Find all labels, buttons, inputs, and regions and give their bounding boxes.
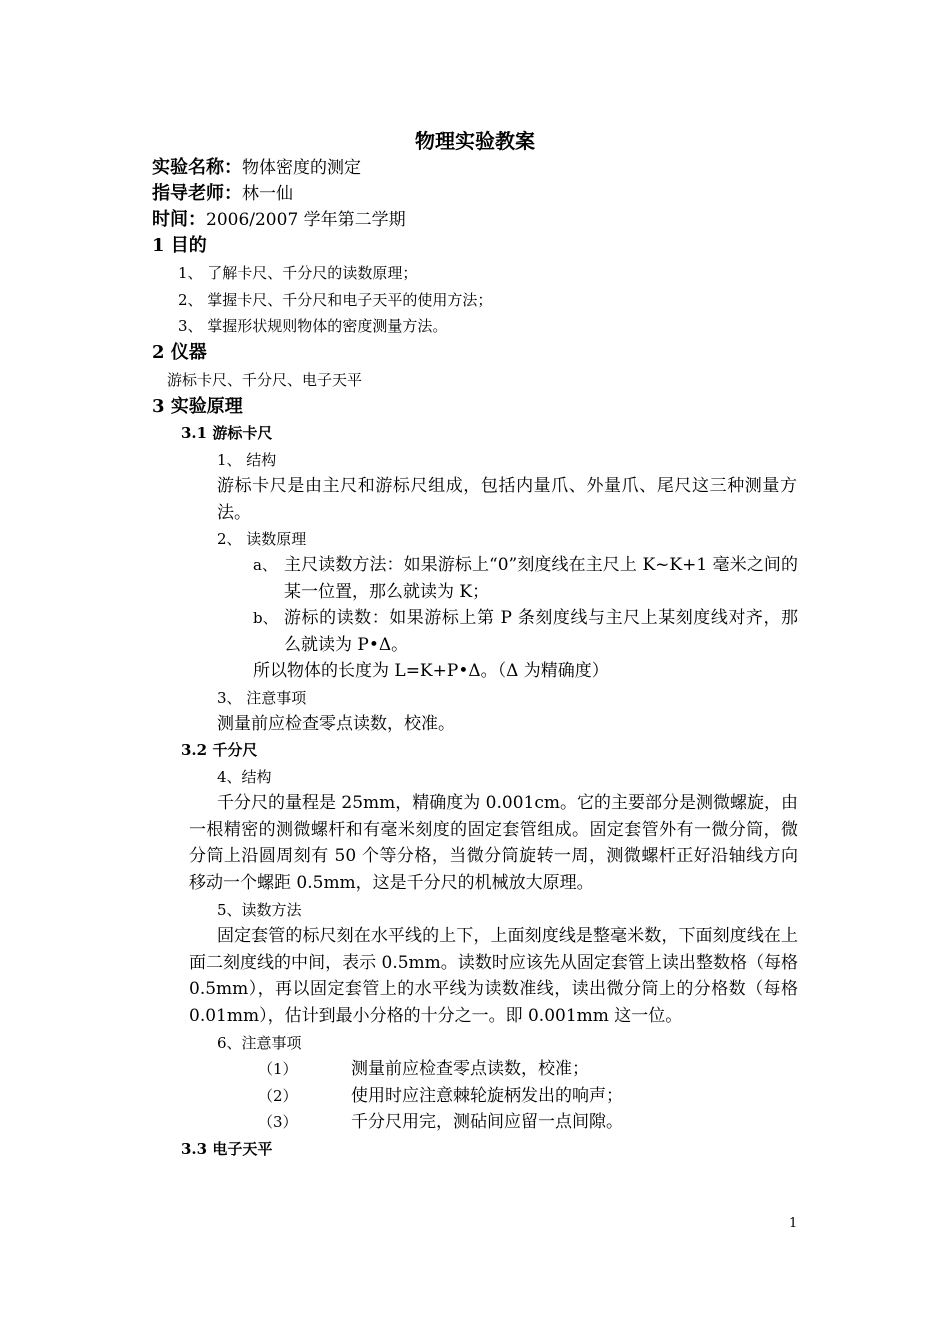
goal-item: 3、 掌握形状规则物体的密度测量方法。 [178,317,448,335]
goal-item: 1、 了解卡尺、千分尺的读数原理； [178,264,418,282]
note-text: 千分尺用完，测砧间应留一点间隙。 [351,1112,623,1132]
teacher [152,181,293,207]
vernier-structure-label: 1、 结构 [217,451,277,469]
subsection-3-1-heading: 3.1 游标卡尺 [181,424,273,442]
teacher-label: 指导老师： [152,183,242,204]
experiment-name-label: 实验名称： [152,157,242,178]
experiment-name-value: 物体密度的测定 [242,158,361,178]
instruments-text: 游标卡尺、千分尺、电子天平 [167,371,363,389]
vernier-structure-text: 游标卡尺是由主尺和游标尺组成，包括内量爪、外量爪、尾尺这三种测量方法。 [217,476,797,523]
note-text: 测量前应检查零点读数，校准； [351,1059,589,1079]
micrometer-reading-label: 5、读数方法 [217,901,302,919]
vernier-reading-label: 2、 读数原理 [217,530,307,548]
section-2-heading: 2 仪器 [152,342,207,363]
subsection-3-2-heading: 3.2 千分尺 [181,741,258,759]
note-number: （1） [258,1060,298,1078]
time [152,207,406,233]
item-a-label: a、 [253,556,277,574]
length-formula: 所以物体的长度为 L=K+P•Δ。（Δ 为精确度） [253,661,609,681]
note-number: （3） [258,1113,298,1131]
micrometer-notes-label: 6、注意事项 [217,1034,302,1052]
vernier-notes-text: 测量前应检查零点读数，校准。 [217,714,455,734]
section-1-heading: 1 目的 [152,235,207,256]
item-b-text: 游标的读数：如果游标上第 P 条刻度线与主尺上某刻度线对齐，那么就读为 P•Δ。 [284,608,798,655]
micrometer-reading-text: 固定套管的标尺刻在水平线的上下，上面刻度线是整毫米数，下面刻度线在上面二刻度线的中间，表示 0.5mm。读数时应该先从固定套管上读出整数格（每格 0.5mm），再以固定套管上的水平线为读数准线，读出微分筒上的分格数（每格 0.01mm），估计到最小分格的十分之一。即 0.001mm 这一位。 [189,926,798,1026]
vernier-notes-label: 3、 注意事项 [217,689,307,707]
item-a-text: 主尺读数方法：如果游标上“0”刻度线在主尺上 K~K+1 毫米之间的某一位置，那么就读为 K； [284,555,798,602]
subsection-3-3-heading: 3.3 电子天平 [181,1140,273,1158]
note-text: 使用时应注意棘轮旋柄发出的响声； [351,1086,623,1106]
experiment-name [152,155,361,181]
teacher-value: 林一仙 [242,184,293,204]
page-number: 1 [789,1216,798,1231]
micrometer-structure-label: 4、结构 [217,768,272,786]
time-label: 时间： [152,209,206,230]
micrometer-structure-text: 千分尺的量程是 25mm，精确度为 0.001cm。它的主要部分是测微螺旋，由一根精密的测微螺杆和有毫米刻度的固定套管组成。固定套管外有一微分筒，微分筒上沿圆周刻有 50 个等分格，当微分筒旋转一周，测微螺杆正好沿轴线方向移动一个螺距 0.5mm，这是千分尺的机械放大原理。 [189,793,798,893]
time-value: 2006/2007 学年第二学期 [206,210,406,230]
item-b-label: b、 [253,609,278,627]
goal-item: 2、 掌握卡尺、千分尺和电子天平的使用方法； [178,291,493,309]
page-title: 物理实验教案 [415,129,535,153]
section-3-heading: 3 实验原理 [152,396,243,417]
note-number: （2） [258,1087,298,1105]
